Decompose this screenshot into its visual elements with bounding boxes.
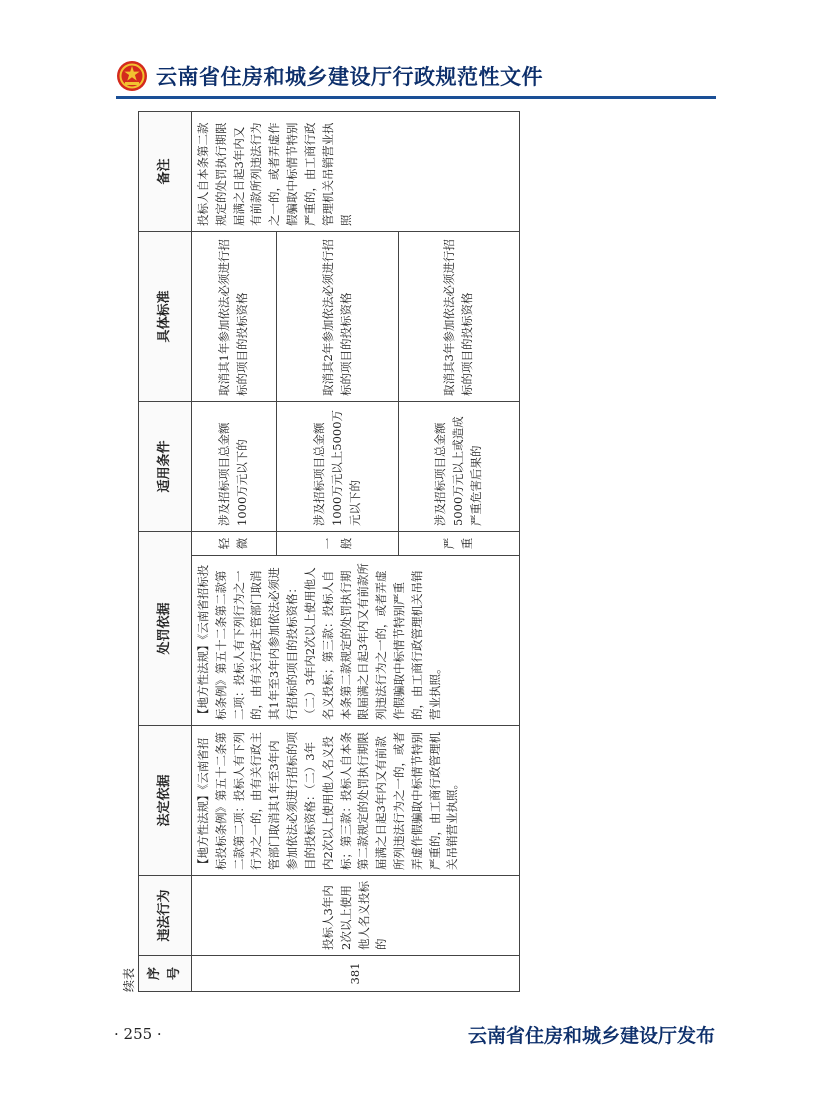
header-seq: 序号 [139,956,192,992]
cell-condition-minor: 涉及招标项目总金额1000万元以下的 [192,401,277,531]
rotated-table-container [120,112,520,992]
cell-violation: 投标人3年内2次以上使用他人名义投标的 [192,876,520,956]
table-header-row [139,111,192,991]
cell-penalty-basis: 【地方性法规】《云南省招标投标条例》第五十二条第二款第二项：投标人有下列行为之一的，由有关行政主管部门取消其1年至3年内参加依法必须进行招标的项目的投标资格：（二）3年内2次以上使用他人名义投标；第三款：投标人自本条第二款规定的处罚执行期限届满之日起3年内又有前款所列违法行为之一的，或者弄虚作假骗取中标情节特别严重的，由工商行政管理机关吊销营业执照。 [192,556,520,726]
cell-level-minor: 轻微 [192,531,277,555]
cell-legal-basis: 【地方性法规】《云南省招标投标条例》第五十二条第二款第二项：投标人有下列行为之一的，由有关行政主管部门取消其1年至3年内参加依法必须进行招标的项目的投标资格：（二）3年内2次以上使用他人名义投标；第三款：投标人自本条第二款规定的处罚执行期限届满之日起3年内又有前款所列违法行为之一的，或者弄虚作假骗取中标情节特别严重的，由工商行政管理机关吊销营业执照。 [192,726,520,876]
header-condition: 适用条件 [139,401,192,531]
cell-condition-general: 涉及招标项目总金额1000万元以上5000万元以下的 [277,401,398,531]
table-row [192,111,277,991]
header-violation: 违法行为 [139,876,192,956]
national-emblem-icon [116,60,148,92]
penalty-standards-table [138,111,520,992]
header-legal-basis: 法定依据 [139,726,192,876]
cell-standard-serious: 取消其3年参加依法必须进行招标的项目的投标资格 [398,231,519,401]
cell-remark: 投标人自本条第二款规定的处罚执行期限届满之日起3年内又有前款所列违法行为之一的，或者弄虚作假骗取中标情节特别严重的，由工商行政管理机关吊销营业执照 [192,111,520,231]
cell-standard-minor: 取消其1年参加依法必须进行招标的项目的投标资格 [192,231,277,401]
cell-level-serious: 严重 [398,531,519,555]
header-penalty-basis: 处罚依据 [139,531,192,725]
page-header [116,58,716,94]
cell-standard-general: 取消其2年参加依法必须进行招标的项目的投标资格 [277,231,398,401]
header-rule [116,96,716,99]
continued-label: 续表 [122,967,136,992]
cell-level-general: 一般 [277,531,398,555]
page-number: · 255 · [114,1025,162,1043]
publisher-footer: 云南省住房和城乡建设厅发布 [468,1025,716,1047]
cell-condition-serious: 涉及招标项目总金额5000万元以上或造成严重危害后果的 [398,401,519,531]
header-standard: 具体标准 [139,231,192,401]
header-remark: 备注 [139,111,192,231]
cell-seq: 381 [192,956,520,992]
document-series-title: 云南省住房和城乡建设厅行政规范性文件 [156,65,543,89]
